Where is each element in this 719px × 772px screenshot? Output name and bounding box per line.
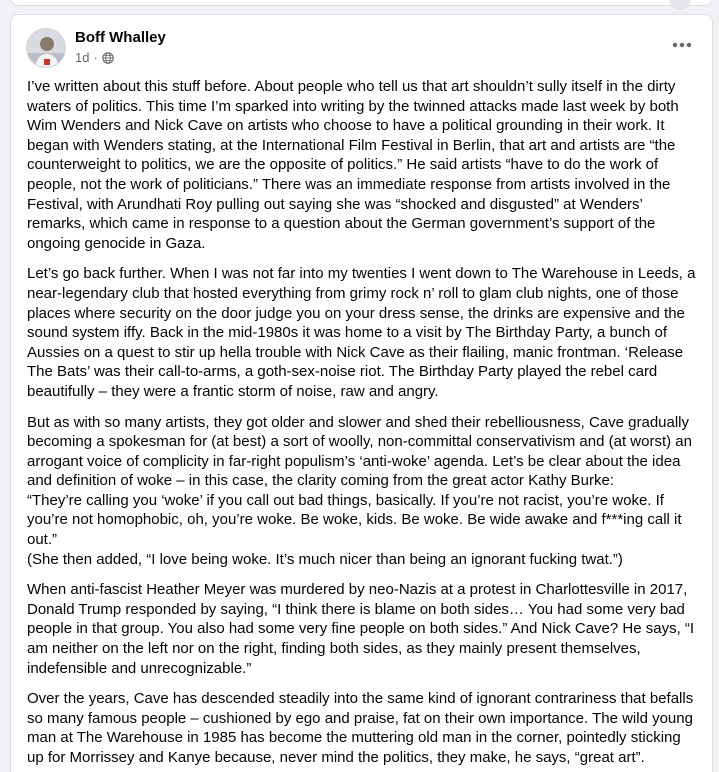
more-options-button[interactable] — [666, 33, 698, 57]
post-paragraph: Let’s go back further. When I was not far into my twenties I went down to The Warehouse in Leeds, a near-legendary club that hosted everything from grimy rock n’ roll to glam club nights, one of those places where security on the door judge you on your dress sense, the drinks are expensive and the sound system iffy. Back in the mid-1980s it was home to a visit by The Birthday Party, a bunch of Aussies on a quest to stir up hella trouble with Nick Cave as their flailing, manic frontman. ‘Release The Bats’ was their call-to-arms, a goth-sex-noise riot. The Birthday Party played the rebel card beautifully – they were a frantic storm of noise, raw and angry. — [27, 265, 696, 400]
previous-post-action-icon[interactable] — [669, 0, 691, 10]
more-options-icon — [672, 42, 692, 48]
previous-post-card — [10, 0, 713, 6]
globe-icon[interactable] — [102, 52, 114, 64]
author-name[interactable]: Boff Whalley — [75, 29, 166, 46]
post-paragraph: When anti-fascist Heather Meyer was murdered by neo-Nazis at a protest in Charlottesville in 2017, Donald Trump responded by saying, “I think there is blame on both sides… You had some very bad people in that group. You also had some very fine people on both sides.” And Nick Cave? He says, “I am neither on the left nor on the right, finding both sides, as they mainly present themselves, indefensible and unrecognizable.” — [27, 581, 695, 677]
post-paragraph: Over the years, Cave has descended steadily into the same kind of ignorant contrariness that befalls so many famous people – cushioned by ego and praise, fat on their own importance. The wild young man at The Warehouse in 1985 has become the muttering old man in the corner, pointedly sticking up for Morrissey and Kanye because, never mind the politics, they make, he says, “great art”. — [27, 690, 694, 766]
post-timestamp[interactable]: 1d — [75, 50, 90, 65]
avatar-photo-icon — [27, 29, 66, 68]
post-paragraph: I’ve written about this stuff before. About people who tell us that art shouldn’t sully itself in the dirty waters of politics. This time I’m sparked into writing by the twinned attacks made last week by both Wim Wenders and Nick Cave on artists who choose to have a political grounding in their work. It began with Wenders stating, at the International Film Festival in Berlin, that art and artists are “the counterweight to politics, we are the opposite of politics.” He said artists “have to do the work of people, not the work of politicians.” There was an immediate response from artists involved in the Festival, with Arundhati Roy pulling out saying she was “shocked and disgusted” at Wenders’ remarks, which came in response to a question about the German government’s support of the ongoing genocide in Gaza. — [27, 78, 679, 252]
post-card — [10, 14, 713, 772]
meta-separator: · — [93, 50, 98, 65]
post-paragraph: But as with so many artists, they got older and slower and shed their rebelliousness, Cave gradually becoming a spokesman for (at best) a sort of woolly, non-committal conservativism and (at worst) an arrogant voice of complicity in far-right populism’s ‘anti-woke’ agenda. Let’s be clear about the idea and definition of woke – in this case, the clarity coming from the great actor Kathy Burke: “They’re calling you ‘woke’ if you call out bad things, basically. If you’re not racist, you’re woke. If you’re not homophobic, oh, you’re woke. Be woke, kids. Be woke. Be wide awake and f***ing call it out.” (She then added, “I love being woke. It’s much nicer than being an ignorant fucking twat.”) — [27, 413, 692, 568]
post-meta — [75, 50, 114, 65]
avatar[interactable] — [26, 28, 66, 68]
post-body — [11, 77, 712, 768]
post-header — [11, 15, 712, 77]
